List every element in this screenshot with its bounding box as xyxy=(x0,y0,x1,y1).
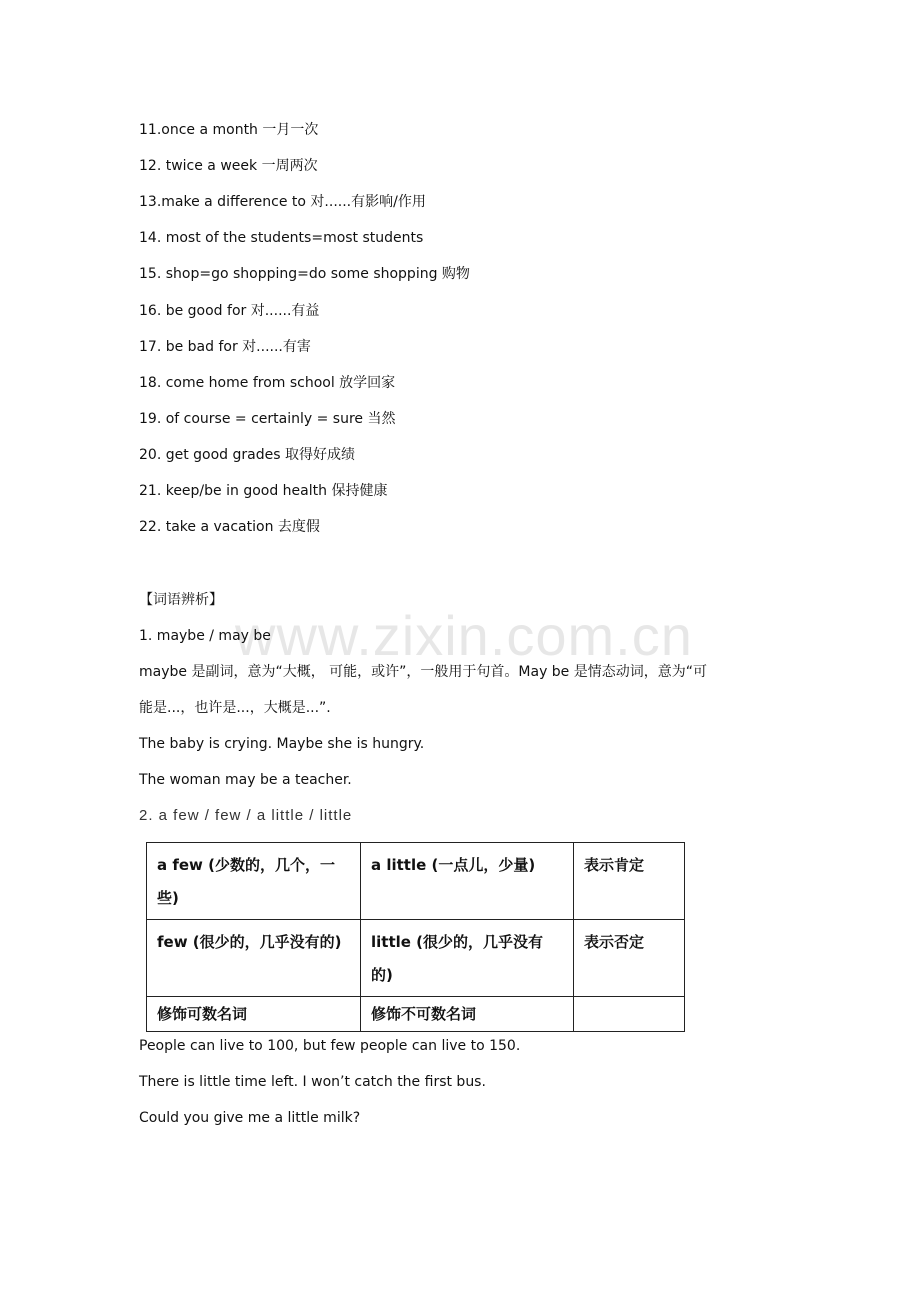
item1-explanation-line2: 能是...，也许是...，大概是...”. xyxy=(139,700,331,716)
table-cell xyxy=(574,997,685,1032)
section-title: 【词语辨析】 xyxy=(139,592,223,608)
phrase-line: 14. most of the students=most students xyxy=(139,230,424,246)
item1-example: The woman may be a teacher. xyxy=(139,772,352,788)
table-cell: 表示否定 xyxy=(574,920,685,997)
item2-example: There is little time left. I won’t catch the first bus. xyxy=(139,1074,486,1090)
phrase-line: 17. be bad for 对......有害 xyxy=(139,339,311,355)
phrase-line: 13.make a difference to 对......有影响/作用 xyxy=(139,194,426,210)
table-row xyxy=(147,843,685,920)
phrase-line: 12. twice a week 一周两次 xyxy=(139,158,318,174)
table-cell: little (很少的，几乎没有的) xyxy=(361,920,574,997)
item1-explanation-line1: maybe 是副词，意为“大概， 可能，或许”，一般用于句首。May be 是情态动词，意为“可 xyxy=(139,664,708,680)
table-row xyxy=(147,920,685,997)
item1-title: 1. maybe / may be xyxy=(139,628,271,644)
table-cell: few (很少的，几乎没有的) xyxy=(147,920,361,997)
item2-example: People can live to 100, but few people can live to 150. xyxy=(139,1038,521,1054)
phrase-line: 15. shop=go shopping=do some shopping 购物 xyxy=(139,266,470,282)
table-row xyxy=(147,997,685,1032)
phrase-line: 21. keep/be in good health 保持健康 xyxy=(139,483,388,499)
phrase-line: 16. be good for 对......有益 xyxy=(139,303,320,319)
phrase-line: 20. get good grades 取得好成绩 xyxy=(139,447,355,463)
phrase-line: 19. of course = certainly = sure 当然 xyxy=(139,411,396,427)
item2-title: 2. a few / few / a little / little xyxy=(139,807,353,824)
watermark: www.zixin.com.cn xyxy=(235,604,693,667)
item1-example: The baby is crying. Maybe she is hungry. xyxy=(139,736,425,752)
item2-example: Could you give me a little milk? xyxy=(139,1110,361,1126)
table-cell: 修饰可数名词 xyxy=(147,997,361,1032)
table-cell: 修饰不可数名词 xyxy=(361,997,574,1032)
table-cell: 表示肯定 xyxy=(574,843,685,920)
phrase-line: 11.once a month 一月一次 xyxy=(139,122,319,138)
phrase-line: 22. take a vacation 去度假 xyxy=(139,519,320,535)
comparison-table xyxy=(146,842,685,1032)
phrase-line: 18. come home from school 放学回家 xyxy=(139,375,396,391)
table-cell: a few (少数的，几个，一些) xyxy=(147,843,361,920)
table-cell: a little (一点儿，少量) xyxy=(361,843,574,920)
